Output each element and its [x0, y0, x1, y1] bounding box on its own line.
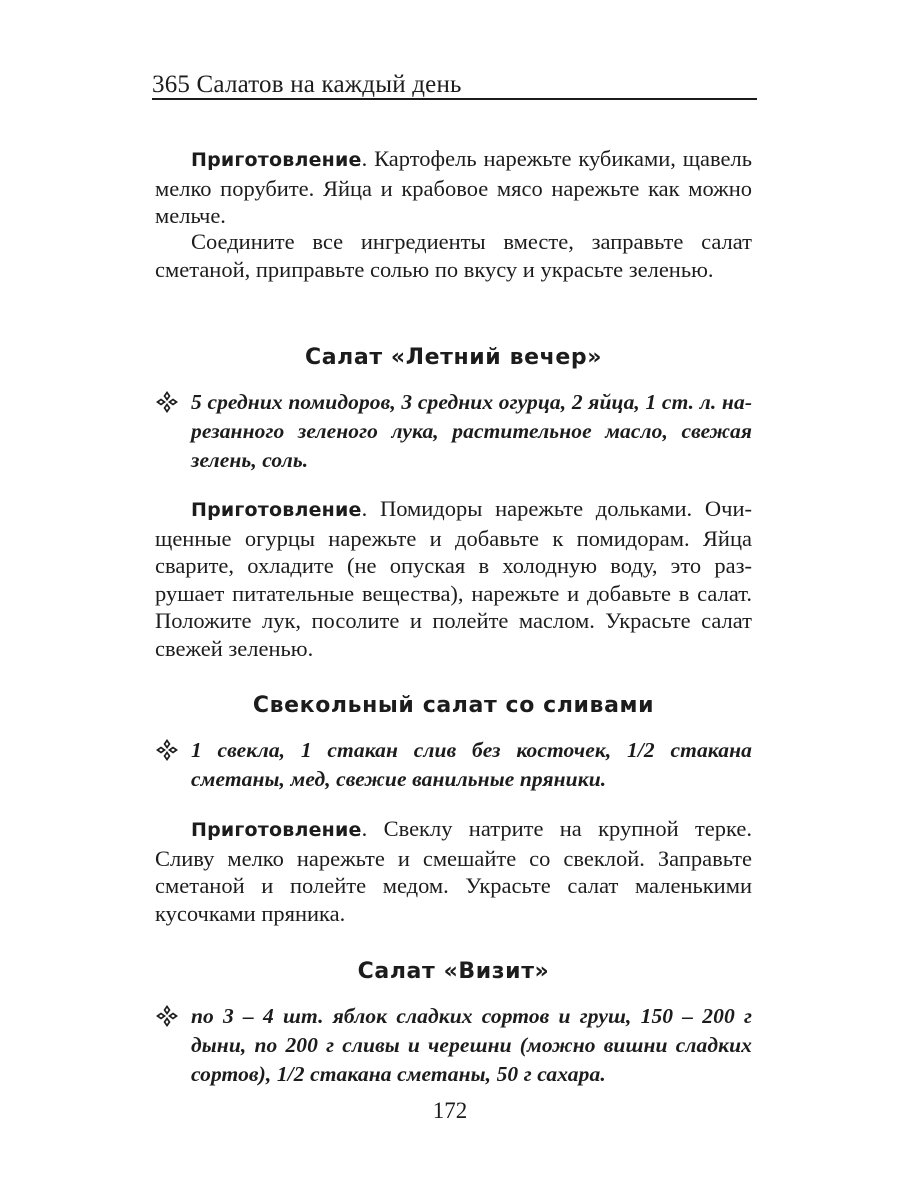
preparation-label: Приготовление: [191, 499, 362, 521]
ingredients-text: по 3 – 4 шт. яблок сладких сортов и груш, 150 – 200 г дыни, по 200 г сливы и черешни (можно вишни сладких сортов), 1/2 стакана сметаны, 50 г сахара.: [191, 1004, 752, 1086]
preparation-label: Приготовление: [191, 819, 362, 841]
preparation-text: Соедините все ингредиенты вместе, заправьте салат сметаной, приправьте солью по вкусу и украсьте зеленью.: [155, 229, 752, 282]
ingredients-text: 1 свекла, 1 стакан слив без косточек, 1/2 стакана сметаны, мед, свежие ванильные пряники.: [191, 738, 752, 791]
recipe-title: Свекольный салат со сливами: [252, 693, 655, 718]
preparation-label: Приготовление: [191, 149, 362, 171]
preparation-paragraph: [155, 228, 752, 283]
ingredients-text: 5 средних помидоров, 3 средних огурца, 2 яйца, 1 ст. л. нарезанного зеленого лука, растительное масло, свежая зелень, соль.: [191, 390, 752, 472]
running-header-title: 365 Салатов на каждый день: [152, 71, 462, 98]
header-rule: [152, 98, 757, 100]
preparation-text: . Картофель нарежьте кубиками, щавель мелко порубите. Яйца и крабовое мясо нарежьте как можно мельче.: [155, 146, 752, 228]
four-diamond-ornament-icon: [155, 738, 179, 762]
preparation-text: . Свеклу натрите на крупной терке. Сливу мелко нарежьте и смешайте со свеклой. Заправьте сметаной и полейте медом. Украсьте салат маленькими кусочками пряника.: [155, 816, 752, 926]
four-diamond-ornament-icon: [155, 1004, 179, 1028]
preparation-paragraph: [155, 495, 752, 662]
ingredients-block: [155, 736, 752, 794]
ingredients-block: [155, 1002, 752, 1089]
ingredients-block: [155, 388, 752, 475]
preparation-paragraph: [155, 815, 752, 927]
recipe-title: Салат «Летний вечер»: [304, 345, 603, 370]
recipe-title: Салат «Визит»: [357, 959, 550, 984]
page-number: 172: [432, 1098, 468, 1123]
four-diamond-ornament-icon: [155, 390, 179, 414]
preparation-text: . Помидоры нарежьте дольками. Очищенные огурцы нарежьте и добавьте к помидорам. Яйца сварите, охладите (не опуская в холодную воду, это разрушает питательные вещества), нарежьте и добавьте в салат. Положите лук, посолите и полейте маслом. Украсьте салат свежей зеленью.: [155, 496, 752, 661]
preparation-paragraph: [155, 145, 752, 230]
